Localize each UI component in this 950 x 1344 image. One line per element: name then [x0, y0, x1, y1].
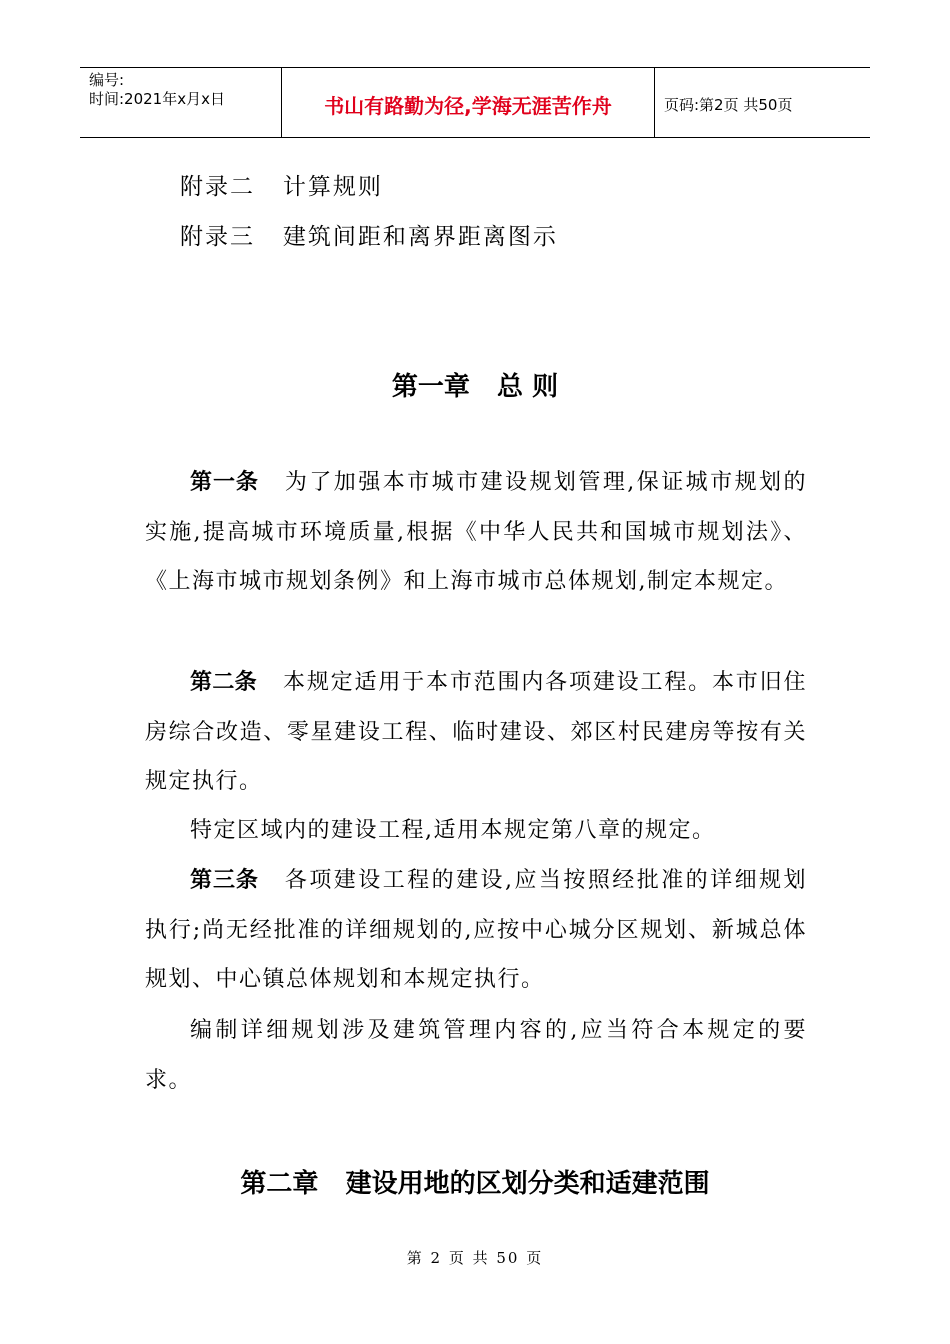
chapter-1-title: 第一章 总 则: [391, 372, 559, 402]
article-2-text: 本规定适用于本市范围内各项建设工程。本市旧住房综合改造、零星建设工程、临时建设、郊区村民建房等按有关规定执行。: [145, 670, 807, 794]
article-2-label: 第二条: [190, 670, 257, 695]
appendix-item-3: 附录三 建筑间距和离界距离图示: [180, 224, 558, 250]
article-3: [145, 856, 807, 1005]
header-motto: 书山有路勤为径,学海无涯苦作舟: [282, 68, 655, 137]
page-footer: 第 2 页 共 50 页: [406, 1249, 544, 1267]
header-meta: [80, 68, 282, 137]
time-label: 时间:2021年x月x日: [89, 90, 225, 108]
article-1-label: 第一条: [190, 470, 259, 495]
chapter-2-title: 第二章 建设用地的区划分类和适建范围: [240, 1169, 710, 1199]
document-header: [80, 67, 870, 138]
article-1-text: 为了加强本市城市建设规划管理,保证城市规划的实施,提高城市环境质量,根据《中华人民共和国城市规划法》、《上海市城市规划条例》和上海市城市总体规划,制定本规定。: [145, 470, 807, 594]
article-1: [145, 458, 807, 607]
article-2-paragraph-2: 特定区域内的建设工程,适用本规定第八章的规定。: [190, 818, 716, 843]
article-3-paragraph-2: 编制详细规划涉及建筑管理内容的,应当符合本规定的要求。: [145, 1018, 807, 1093]
number-label: 编号:: [89, 71, 125, 89]
article-3-text: 各项建设工程的建设,应当按照经批准的详细规划执行;尚无经批准的详细规划的,应按中心城分区规划、新城总体规划、中心镇总体规划和本规定执行。: [145, 868, 807, 992]
article-3-label: 第三条: [190, 868, 259, 893]
appendix-item-2: 附录二 计算规则: [180, 174, 383, 200]
header-page-info: 页码:第2页 共50页: [664, 96, 793, 114]
article-2: [145, 658, 807, 807]
